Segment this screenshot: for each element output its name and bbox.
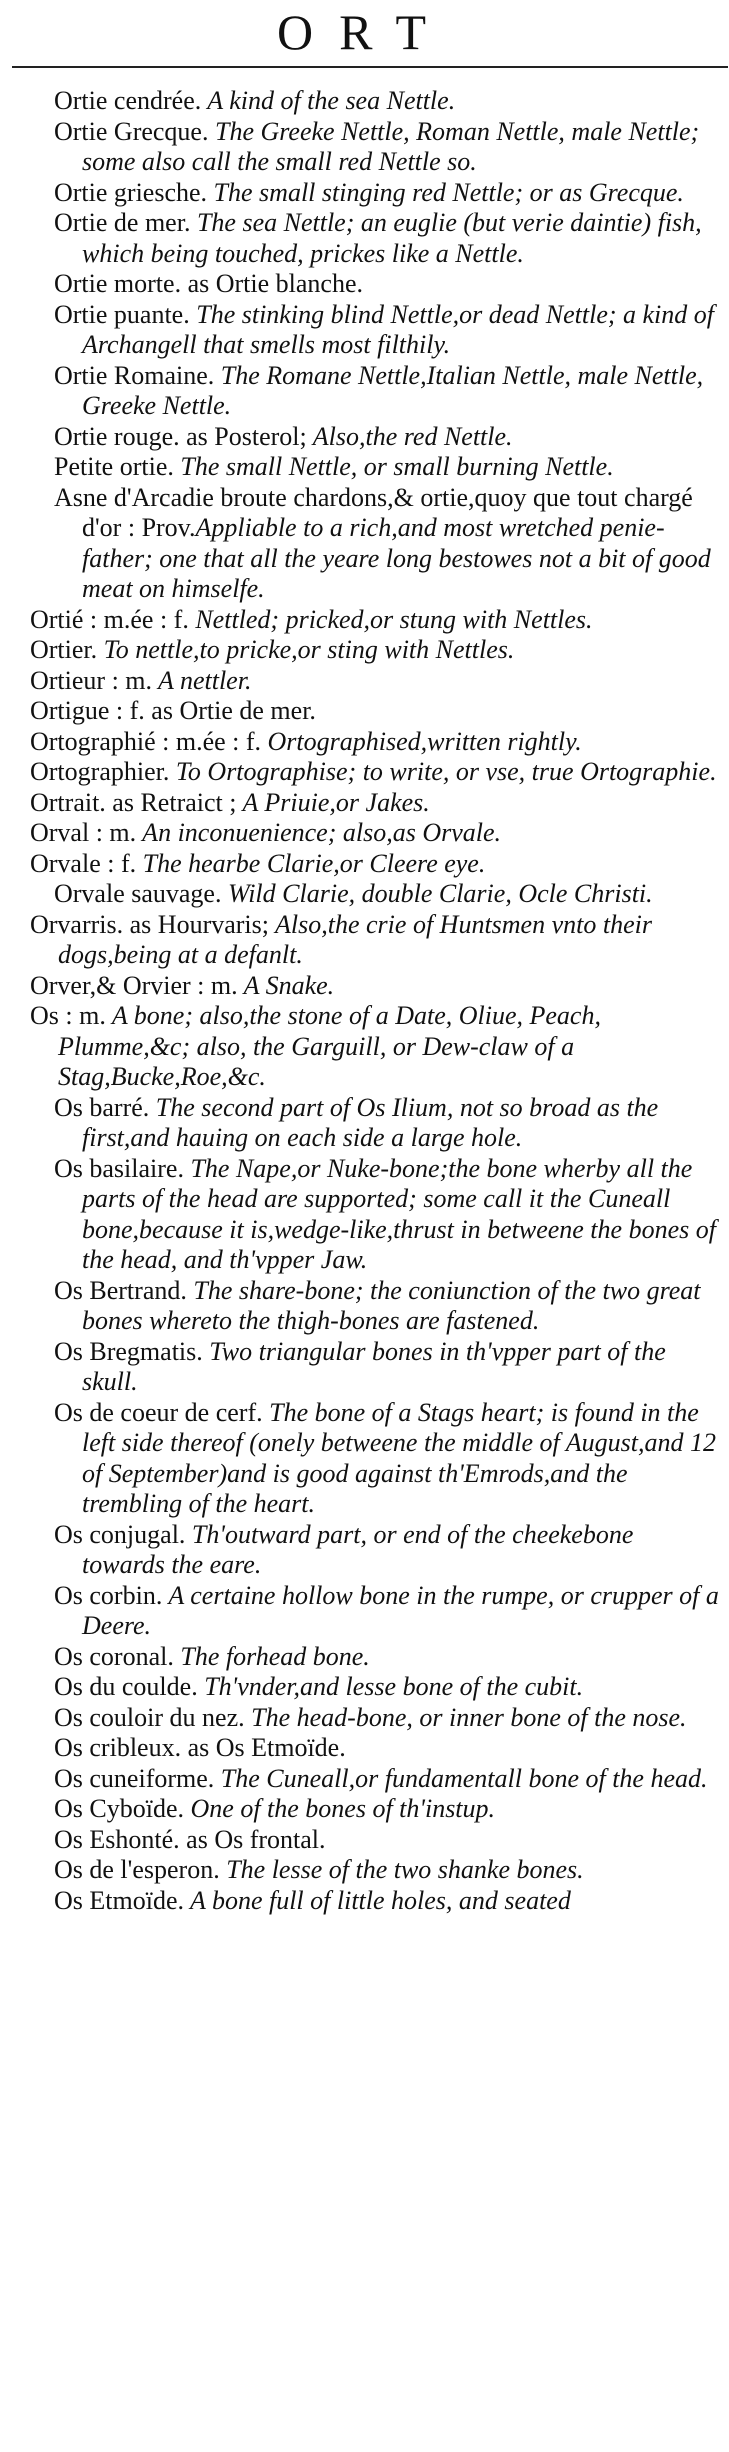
entry-headword: Os du coulde. — [54, 1672, 198, 1701]
dictionary-entry — [30, 1093, 720, 1154]
entry-definition: A bone; also,the stone of a Date, Oliue, Peach, Plumme,&c; also, the Garguill, or Dew-claw of a Stag,Bucke,Roe,&c. — [58, 1001, 601, 1091]
dictionary-entry — [30, 483, 720, 605]
entry-definition: The second part of Os Ilium, not so broad as the first,and hauing on each side a large hole. — [82, 1092, 659, 1152]
dictionary-entry — [30, 178, 720, 209]
entry-definition: Ortographised,written rightly. — [261, 726, 582, 756]
dictionary-entry — [30, 1672, 720, 1703]
entry-definition: Wild Clarie, double Clarie, Ocle Christi. — [221, 879, 653, 908]
entry-headword: Ortie cendrée. — [54, 86, 202, 115]
entry-definition: Also,the red Nettle. — [306, 421, 513, 451]
dictionary-entry — [30, 86, 720, 117]
dictionary-entry — [30, 757, 720, 788]
entry-headword: Ortieur : m. — [30, 665, 153, 695]
entry-headword: Os : m. — [30, 1001, 106, 1030]
dictionary-entry — [30, 1642, 720, 1673]
entry-definition: The Nape,or Nuke-bone;the bone wherby all the parts of the head are supported; some call it the Cuneall bone,because it is,wedge-like,thrust in betweene the bones of the head, and th'vpper Jaw. — [82, 1153, 716, 1274]
entry-headword: Os Bertrand. — [54, 1275, 187, 1305]
entry-headword: Os couloir du nez. — [54, 1702, 245, 1732]
entry-definition: A nettler. — [152, 665, 252, 695]
entry-definition: The Greeke Nettle, Roman Nettle, male Nettle; some also call the small red Nettle so. — [82, 116, 700, 176]
entry-headword: Ortographier. — [30, 757, 170, 786]
dictionary-entry — [30, 910, 720, 971]
entry-headword: Os Eshonté. as Os frontal. — [54, 1824, 326, 1854]
entry-headword: Orvale sauvage. — [54, 879, 222, 908]
dictionary-entry — [30, 1276, 720, 1337]
entry-headword: Ortie rouge. as Posterol; — [54, 421, 307, 451]
dictionary-entry — [30, 1855, 720, 1886]
entry-definition: A kind of the sea Nettle. — [201, 86, 456, 115]
entry-definition: Nettled; pricked,or stung with Nettles. — [188, 604, 593, 634]
entry-list — [30, 86, 720, 1916]
entry-definition: One of the bones of th'instup. — [184, 1794, 496, 1823]
entry-definition: The Cuneall,or fundamentall bone of the head. — [214, 1763, 708, 1793]
entry-headword: Ortie morte. as Ortie blanche. — [54, 269, 363, 298]
dictionary-entry — [30, 1794, 720, 1825]
entry-definition: The forhead bone. — [173, 1641, 370, 1671]
entry-definition: To nettle,to pricke,or sting with Nettles. — [97, 635, 515, 664]
dictionary-entry — [30, 849, 720, 880]
entry-definition: A Snake. — [237, 970, 335, 1000]
entry-headword: Ortrait. as Retraict ; — [30, 787, 237, 817]
entry-headword: Orvale : f. — [30, 848, 137, 878]
entry-headword: Ortie de mer. — [54, 208, 191, 237]
entry-headword: Ortie puante. — [54, 299, 190, 329]
dictionary-entry — [30, 269, 720, 300]
entry-definition: The small stinging red Nettle; or as Grecque. — [207, 177, 684, 207]
dictionary-entry — [30, 696, 720, 727]
entry-definition: The hearbe Clarie,or Cleere eye. — [136, 848, 486, 878]
entry-headword: Ortier. — [30, 635, 98, 664]
entry-headword: Asne d'Arcadie broute chardons,& ortie,quoy que tout chargé d'or : Prov. — [54, 482, 693, 542]
entry-headword: Ortie griesche. — [54, 177, 208, 207]
entry-headword: Ortié : m.ée : f. — [30, 604, 189, 634]
header-rule — [12, 66, 728, 68]
running-head: ORT — [277, 4, 452, 60]
entry-definition: The head-bone, or inner bone of the nose. — [244, 1702, 687, 1732]
entry-headword: Petite ortie. — [54, 452, 174, 481]
entry-headword: Os de coeur de cerf. — [54, 1397, 263, 1427]
entry-headword: Ortie Romaine. — [54, 360, 215, 390]
dictionary-entry — [30, 361, 720, 422]
dictionary-entry — [30, 300, 720, 361]
dictionary-entry — [30, 727, 720, 758]
entry-definition: The Romane Nettle,Italian Nettle, male Nettle, Greeke Nettle. — [82, 360, 704, 420]
dictionary-entry — [30, 1154, 720, 1276]
entry-headword: Os Bregmatis. — [54, 1336, 203, 1366]
dictionary-entry — [30, 818, 720, 849]
entry-definition: Th'outward part, or end of the cheekebone towards the eare. — [82, 1519, 634, 1579]
entry-headword: Os corbin. — [54, 1580, 163, 1610]
entry-definition: The bone of a Stags heart; is found in the left side thereof (onely betweene the middle of August,and 12 of September)and is good against th'Emrods,and the trembling of the heart. — [82, 1397, 716, 1518]
entry-definition: Appliable to a rich,and most wretched penie-father; one that all the yeare long bestowes not a bit of good meat on himselfe. — [82, 513, 711, 603]
dictionary-entry — [30, 1703, 720, 1734]
entry-definition: An inconuenience; also,as Orvale. — [136, 818, 502, 847]
entry-definition: The small Nettle, or small burning Nettle. — [173, 452, 614, 481]
dictionary-entry — [30, 1733, 720, 1764]
entry-headword: Os conjugal. — [54, 1519, 186, 1549]
entry-headword: Orver,& Orvier : m. — [30, 970, 238, 1000]
dictionary-entry — [30, 1520, 720, 1581]
dictionary-entry — [30, 605, 720, 636]
entry-headword: Ortie Grecque. — [54, 116, 209, 146]
dictionary-entry — [30, 1764, 720, 1795]
dictionary-entry — [30, 971, 720, 1002]
dictionary-entry — [30, 452, 720, 483]
entry-definition: A Priuie,or Jakes. — [236, 787, 430, 817]
entry-definition: The stinking blind Nettle,or dead Nettle; a kind of Archangell that smells most filthily. — [82, 299, 714, 359]
entry-headword: Os coronal. — [54, 1641, 174, 1671]
entry-headword: Ortigue : f. as Ortie de mer. — [30, 696, 316, 725]
dictionary-entry — [30, 1337, 720, 1398]
entry-definition: A bone full of little holes, and seated — [184, 1885, 571, 1915]
dictionary-entry — [30, 1001, 720, 1093]
entry-definition: Th'vnder,and lesse bone of the cubit. — [197, 1672, 584, 1701]
dictionary-entry — [30, 1398, 720, 1520]
dictionary-entry — [30, 1886, 720, 1917]
dictionary-entry — [30, 635, 720, 666]
entry-headword: Ortographié : m.ée : f. — [30, 726, 262, 756]
entry-definition: A certaine hollow bone in the rumpe, or crupper of a Deere. — [82, 1580, 719, 1640]
entry-headword: Os Cyboïde. — [54, 1794, 184, 1823]
dictionary-entry — [30, 666, 720, 697]
dictionary-entry — [30, 1581, 720, 1642]
dictionary-entry — [30, 422, 720, 453]
entry-definition: To Ortographise; to write, or vse, true Ortographie. — [169, 757, 717, 786]
dictionary-entry — [30, 208, 720, 269]
entry-headword: Os de l'esperon. — [54, 1855, 220, 1884]
dictionary-entry — [30, 788, 720, 819]
entry-headword: Orvarris. as Hourvaris; — [30, 909, 269, 939]
entry-definition: Two triangular bones in th'vpper part of the skull. — [82, 1336, 666, 1396]
entry-definition: The lesse of the two shanke bones. — [219, 1855, 584, 1884]
entry-headword: Os cribleux. as Os Etmoïde. — [54, 1733, 346, 1762]
entry-headword: Orval : m. — [30, 818, 137, 847]
entry-headword: Os basilaire. — [54, 1153, 184, 1183]
entry-definition: The share-bone; the coniunction of the two great bones whereto the thigh-bones are fastened. — [82, 1275, 701, 1335]
dictionary-entry — [30, 117, 720, 178]
entry-definition: Also,the crie of Huntsmen vnto their dogs,being at a defanlt. — [58, 909, 652, 969]
dictionary-entry — [30, 879, 720, 910]
entry-headword: Os Etmoïde. — [54, 1885, 184, 1915]
entry-definition: The sea Nettle; an euglie (but verie daintie) fish, which being touched, prickes like a Nettle. — [82, 208, 702, 268]
entry-headword: Os cuneiforme. — [54, 1763, 215, 1793]
dictionary-entry — [30, 1825, 720, 1856]
entry-headword: Os barré. — [54, 1092, 150, 1122]
